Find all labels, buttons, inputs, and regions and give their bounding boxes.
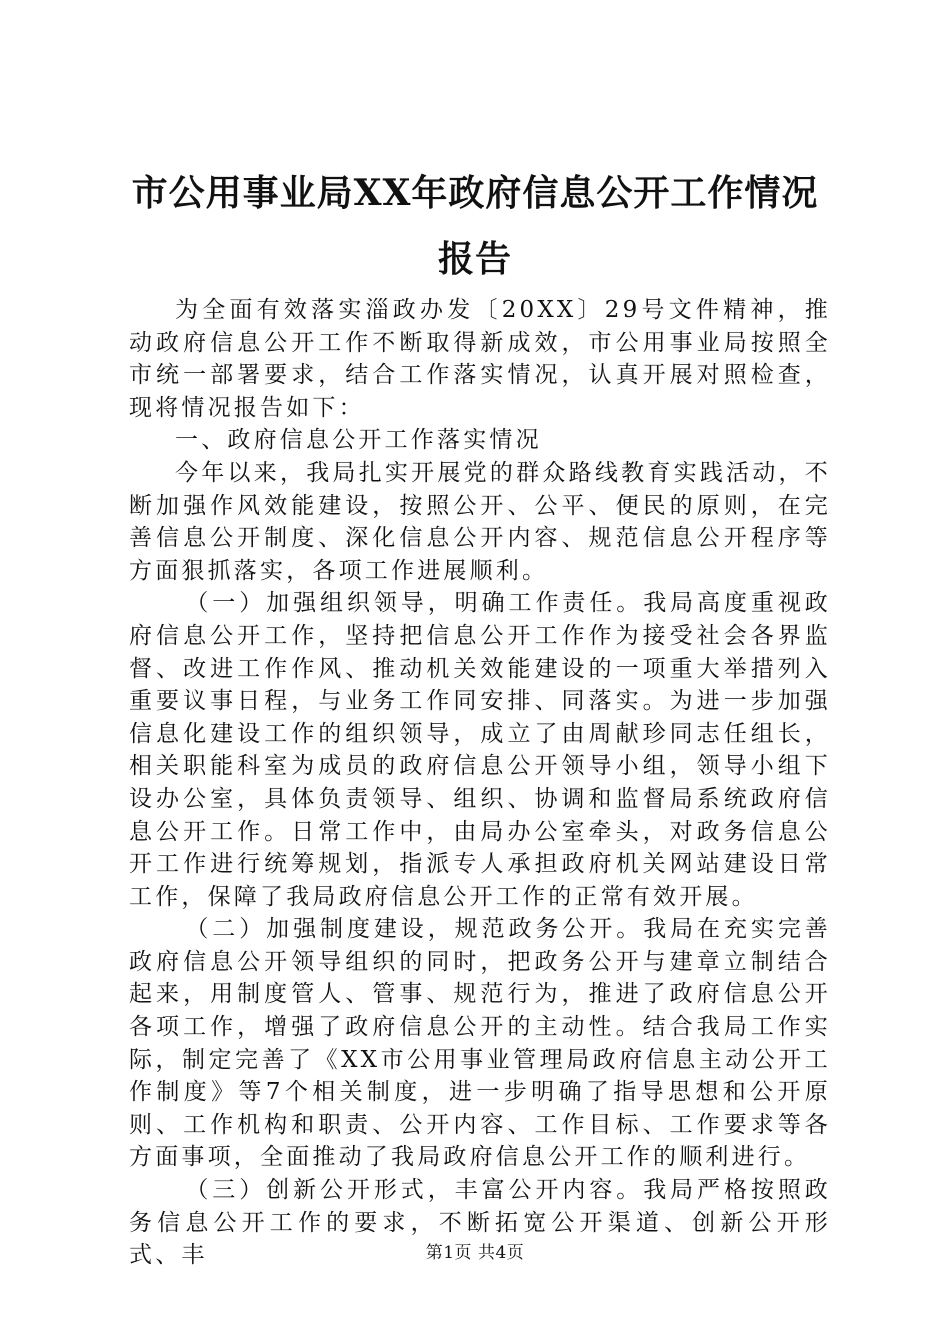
- subsection-paragraph-2: （二）加强制度建设，规范政务公开。我局在充实完善政府信息公开领导组织的同时，把政务公开与建章立制结合起来，用制度管人、管事、规范行为，推进了政府信息公开各项工作，增强了政府信息公开的主动性。结合我局工作实际，制定完善了《XX市公用事业管理局政府信息主动公开工作制度》等7个相关制度，进一步明确了指导思想和公开原则、工作机构和职责、公开内容、工作目标、工作要求等各方面事项，全面推动了我局政府信息公开工作的顺利进行。: [129, 916, 831, 1171]
- page-number-footer: 第1页 共4页: [425, 1243, 525, 1263]
- subsection-paragraph-3: （三）创新公开形式，丰富公开内容。我局严格按照政务信息公开工作的要求，不断拓宽公开渠道、创新公开形式、丰: [129, 1177, 831, 1269]
- overview-paragraph: 今年以来，我局扎实开展党的群众路线教育实践活动，不断加强作风效能建设，按照公开、公平、便民的原则，在完善信息公开制度、深化信息公开内容、规范信息公开程序等方面狠抓落实，各项工作进展顺利。: [129, 459, 831, 584]
- document-title: 市公用事业局XX年政府信息公开工作情况报告: [131, 172, 819, 280]
- intro-paragraph: 为全面有效落实淄政办发〔20XX〕29号文件精神，推动政府信息公开工作不断取得新成效，市公用事业局按照全市统一部署要求，结合工作落实情况，认真开展对照检查，现将情况报告如下：: [129, 297, 831, 421]
- subsection-paragraph-1: （一）加强组织领导，明确工作责任。我局高度重视政府信息公开工作，坚持把信息公开工作作为接受社会各界监督、改进工作作风、推动机关效能建设的一项重大举措列入重要议事日程，与业务工作同安排、同落实。为进一步加强信息化建设工作的组织领导，成立了由周献珍同志任组长，相关职能科室为成员的政府信息公开领导小组，领导小组下设办公室，具体负责领导、组织、协调和监督局系统政府信息公开工作。日常工作中，由局办公室牵头，对政务信息公开工作进行统筹规划，指派专人承担政府机关网站建设日常工作，保障了我局政府信息公开工作的正常有效开展。: [129, 590, 831, 910]
- section-heading: 一、政府信息公开工作落实情况: [175, 427, 542, 454]
- document-body: [129, 294, 831, 1272]
